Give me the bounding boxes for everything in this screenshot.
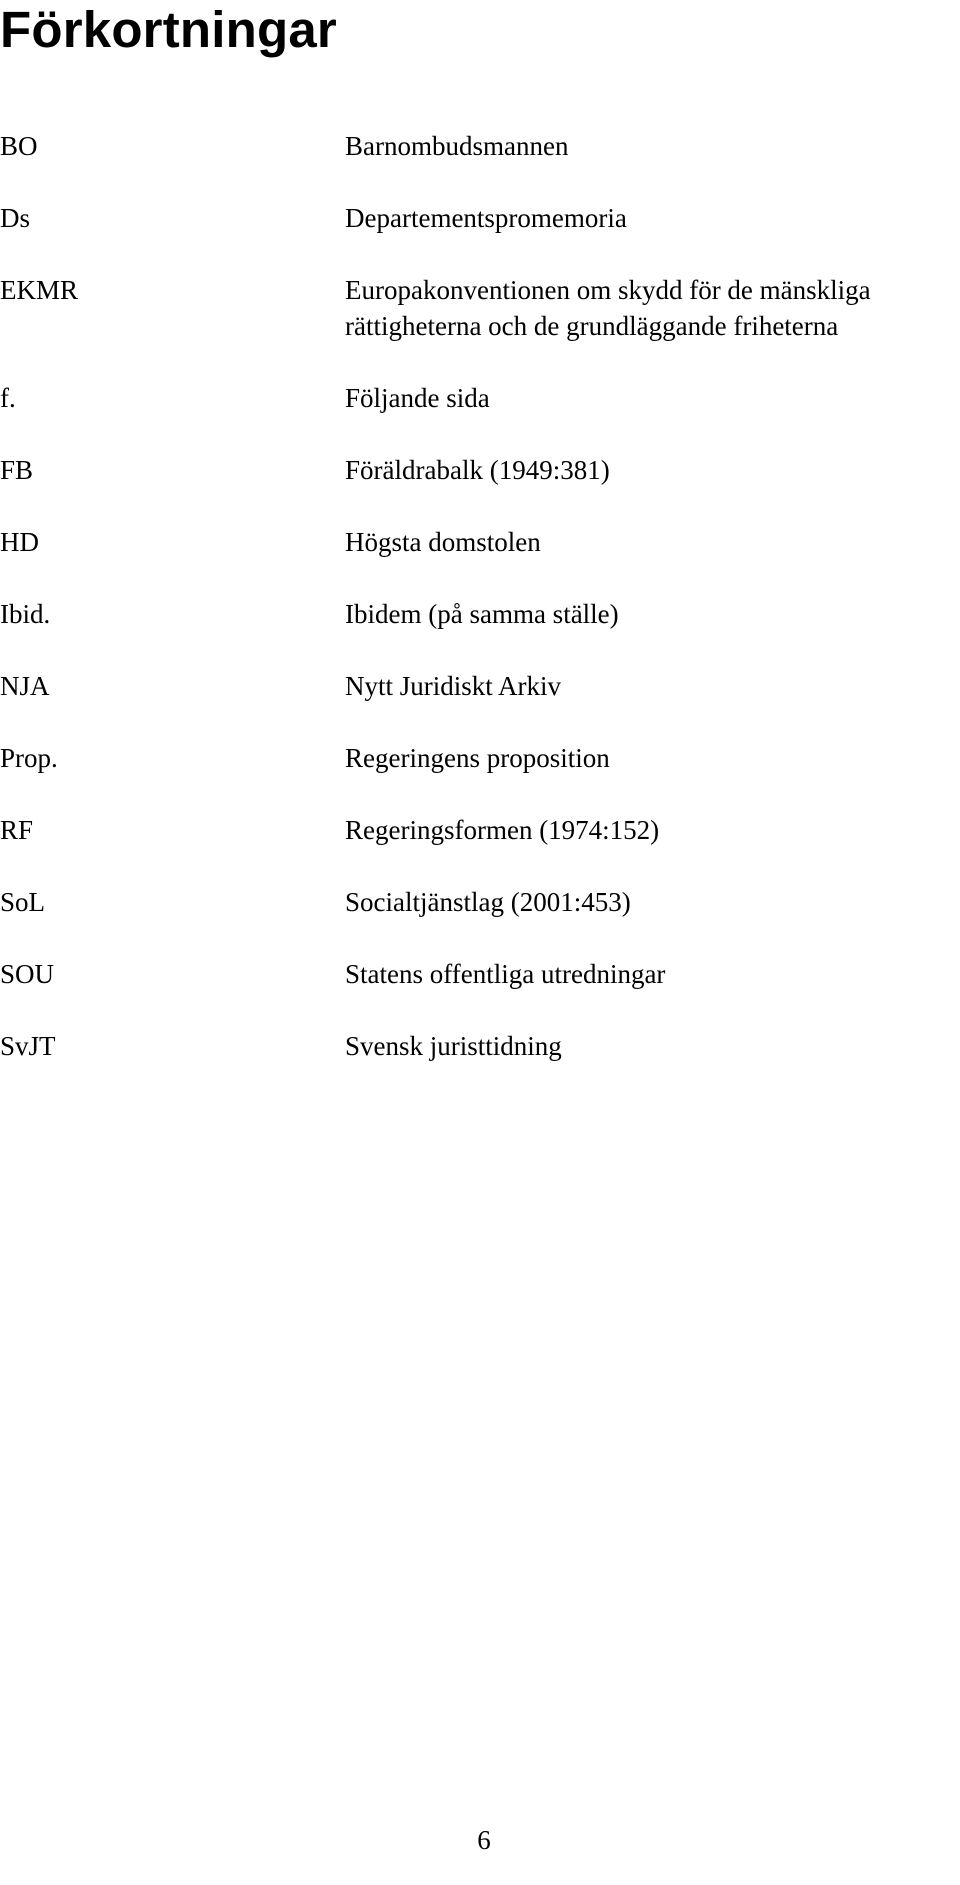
abbreviation-term: FB — [0, 455, 34, 485]
abbreviation-definition: Nytt Juridiskt Arkiv — [345, 671, 562, 701]
abbreviation-definition: Socialtjänstlag (2001:453) — [345, 887, 631, 917]
abbreviation-row — [0, 524, 960, 560]
abbreviation-definition: Regeringsformen (1974:152) — [345, 815, 660, 845]
abbreviation-definition: Följande sida — [345, 383, 490, 413]
page-number: 6 — [477, 1825, 491, 1855]
abbreviation-term: BO — [0, 131, 38, 161]
abbreviation-term: SvJT — [0, 1031, 56, 1061]
abbreviation-row — [0, 452, 960, 488]
abbreviation-definition: Föräldrabalk (1949:381) — [345, 455, 610, 485]
abbreviation-row — [0, 740, 960, 776]
page-title: Förkortningar — [0, 1, 337, 58]
abbreviation-term: RF — [0, 815, 34, 845]
abbreviation-list — [0, 128, 960, 1100]
abbreviation-definition: Departementspromemoria — [345, 203, 627, 233]
abbreviation-term: HD — [0, 527, 39, 557]
abbreviation-definition: Statens offentliga utredningar — [345, 959, 666, 989]
abbreviation-definition: Ibidem (på samma ställe) — [345, 599, 619, 629]
abbreviation-term: Ds — [0, 203, 31, 233]
abbreviation-row — [0, 956, 960, 992]
abbreviation-row — [0, 380, 960, 416]
abbreviation-term: SoL — [0, 887, 46, 917]
abbreviation-row — [0, 128, 960, 164]
abbreviation-row — [0, 200, 960, 236]
abbreviation-row — [0, 884, 960, 920]
abbreviation-row — [0, 812, 960, 848]
abbreviation-term: NJA — [0, 671, 50, 701]
abbreviation-definition: Regeringens proposition — [345, 743, 610, 773]
abbreviation-row — [0, 1028, 960, 1064]
abbreviation-row — [0, 596, 960, 632]
abbreviation-definition: Barnombudsmannen — [345, 131, 569, 161]
abbreviation-term: Ibid. — [0, 599, 51, 629]
abbreviation-term: EKMR — [0, 275, 79, 305]
abbreviation-term: f. — [0, 383, 16, 413]
abbreviation-row — [0, 272, 960, 344]
abbreviation-term: SOU — [0, 959, 55, 989]
abbreviation-definition: Europakonventionen om skydd för de mänskliga rättigheterna och de grundläggande friheterna — [345, 275, 871, 341]
abbreviation-row — [0, 668, 960, 704]
abbreviation-term: Prop. — [0, 743, 58, 773]
abbreviation-definition: Högsta domstolen — [345, 527, 541, 557]
abbreviation-definition: Svensk juristtidning — [345, 1031, 562, 1061]
